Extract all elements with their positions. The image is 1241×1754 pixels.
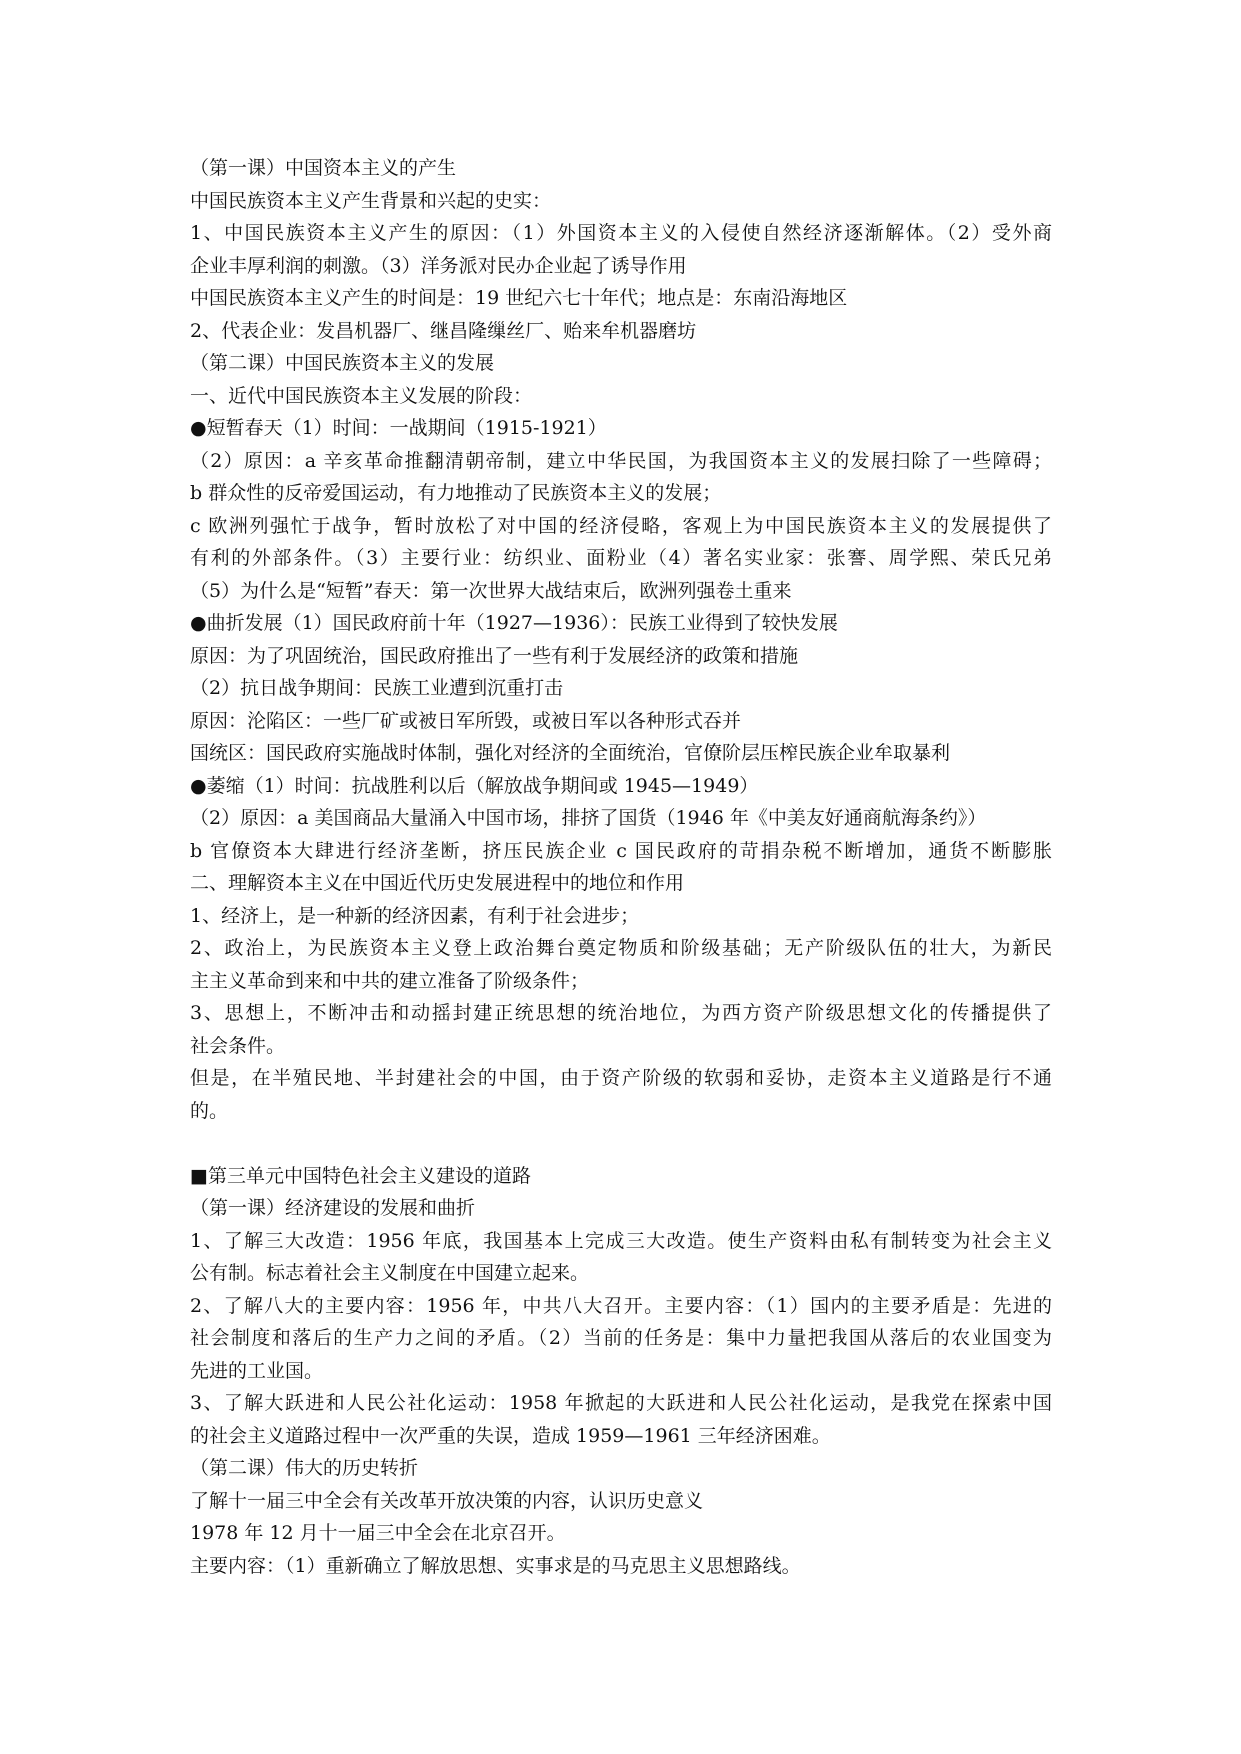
section-subtitle: 二、理解资本主义在中国近代历史发展进程中的地位和作用: [190, 872, 685, 894]
text-line: c 欧洲列强忙于战争，暂时放松了对中国的经济侵略，客观上为中国民族资本主义的发展提供了: [190, 514, 1052, 537]
lesson-heading: （第一课）经济建设的发展和曲折: [190, 1197, 476, 1219]
text-line: 公有制。标志着社会主义制度在中国建立起来。: [190, 1262, 590, 1284]
text-line: 主要内容：（1）重新确立了解放思想、实事求是的马克思主义思想路线。: [190, 1554, 801, 1577]
text-line: 1978 年 12 月十一届三中全会在北京召开。: [190, 1522, 566, 1544]
text-line: b 官僚资本大肆进行经济垄断，挤压民族企业 c 国民政府的苛捐杂税不断增加，通货不断膨胀: [190, 839, 1052, 862]
unit-heading: ■第三单元中国特色社会主义建设的道路: [190, 1164, 531, 1187]
text-line: （5）为什么是“短暂”春天：第一次世界大战结束后，欧洲列强卷土重来: [190, 579, 792, 602]
text-line: 1、中国民族资本主义产生的原因：（1）外国资本主义的入侵使自然经济逐渐解体。（2）受外商: [190, 222, 1052, 244]
lesson-heading: （第二课）中国民族资本主义的发展: [190, 352, 495, 374]
text-line: （2）原因：a 辛亥革命推翻清朝帝制，建立中华民国，为我国资本主义的发展扫除了一些障碍；: [190, 449, 1052, 472]
text-line: 了解十一届三中全会有关改革开放决策的内容，认识历史意义: [190, 1489, 704, 1512]
text-line: 2、代表企业：发昌机器厂、继昌隆缫丝厂、贻来牟机器磨坊: [190, 319, 697, 342]
section-subtitle: 中国民族资本主义产生背景和兴起的史实：: [190, 189, 552, 212]
text-line: 1、经济上，是一种新的经济因素，有利于社会进步；: [190, 904, 640, 927]
text-line: （2）原因：a 美国商品大量涌入中国市场，排挤了国货（1946 年《中美友好通商航海条约》）: [190, 807, 987, 829]
lesson-heading: （第一课）中国资本主义的产生: [190, 157, 457, 179]
text-line: 的。: [190, 1099, 229, 1122]
text-line: 中国民族资本主义产生的时间是：19 世纪六七十年代；地点是：东南沿海地区: [190, 287, 848, 309]
text-line: 有利的外部条件。（3）主要行业：纺织业、面粉业（4）著名实业家：张謇、周学熙、荣氏兄弟: [190, 547, 1052, 569]
bullet-line: ●萎缩（1）时间：抗战胜利以后（解放战争期间或 1945—1949）: [190, 774, 759, 797]
text-line: 原因：为了巩固统治，国民政府推出了一些有利于发展经济的政策和措施: [190, 644, 799, 667]
text-line: 国统区：国民政府实施战时体制，强化对经济的全面统治，官僚阶层压榨民族企业牟取暴利: [190, 742, 951, 764]
lesson-heading: （第二课）伟大的历史转折: [190, 1457, 419, 1479]
blank-line: [190, 1127, 1052, 1160]
text-line: 主主义革命到来和中共的建立准备了阶级条件；: [190, 969, 590, 992]
text-line: 原因：沦陷区：一些厂矿或被日军所毁，或被日军以各种形式吞并: [190, 709, 742, 732]
text-line: b 群众性的反帝爱国运动，有力地推动了民族资本主义的发展；: [190, 482, 722, 504]
text-line: 社会制度和落后的生产力之间的矛盾。（2）当前的任务是：集中力量把我国从落后的农业国变为: [190, 1327, 1052, 1349]
text-line: 社会条件。: [190, 1034, 286, 1057]
bullet-line: ●曲折发展（1）国民政府前十年（1927—1936）：民族工业得到了较快发展: [190, 612, 838, 634]
text-line: 的社会主义道路过程中一次严重的失误，造成 1959—1961 三年经济困难。: [190, 1424, 831, 1447]
section-subtitle: 一、近代中国民族资本主义发展的阶段：: [190, 384, 533, 407]
text-line: 先进的工业国。: [190, 1359, 324, 1382]
text-line: 2、了解八大的主要内容：1956 年，中共八大召开。主要内容：（1）国内的主要矛盾是：先进的: [190, 1294, 1052, 1317]
text-line: 2、政治上，为民族资本主义登上政治舞台奠定物质和阶级基础；无产阶级队伍的壮大，为新民: [190, 937, 1052, 959]
document-body: [190, 152, 1052, 1582]
bullet-line: ●短暂春天（1）时间：一战期间（1915-1921）: [190, 417, 607, 439]
text-line: 企业丰厚利润的刺激。（3）洋务派对民办企业起了诱导作用: [190, 254, 687, 277]
text-line: （2）抗日战争期间：民族工业遭到沉重打击: [190, 677, 564, 699]
text-line: 3、思想上，不断冲击和动摇封建正统思想的统治地位，为西方资产阶级思想文化的传播提供了: [190, 1002, 1052, 1024]
text-line: 但是，在半殖民地、半封建社会的中国，由于资产阶级的软弱和妥协，走资本主义道路是行不通: [190, 1067, 1052, 1089]
text-line: 3、了解大跃进和人民公社化运动：1958 年掀起的大跃进和人民公社化运动，是我党在探索中国: [190, 1392, 1052, 1414]
text-line: 1、了解三大改造：1956 年底，我国基本上完成三大改造。使生产资料由私有制转变为社会主义: [190, 1229, 1052, 1252]
